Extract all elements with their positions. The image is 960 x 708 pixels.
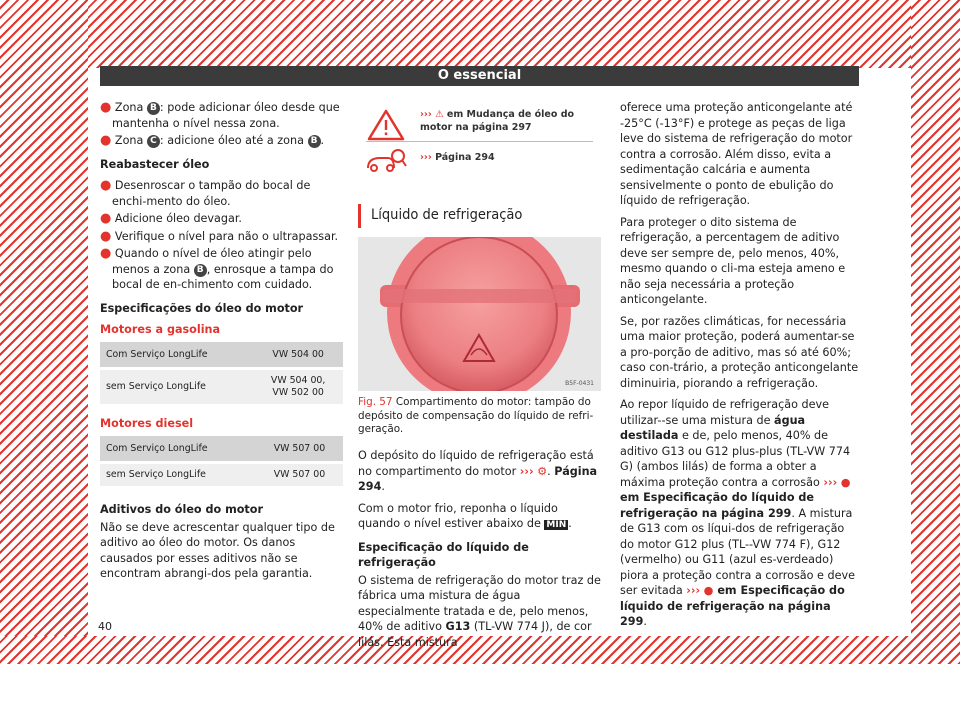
page-border-right	[911, 0, 960, 664]
diesel-heading: Motores diesel	[100, 417, 194, 430]
table-cell: VW 507 00	[256, 463, 343, 487]
page-border-top	[0, 0, 960, 68]
additives-heading: Aditivos do óleo do motor	[100, 503, 263, 516]
car-service-icon	[364, 146, 408, 176]
table-header-cell: VW 507 00	[256, 436, 343, 463]
alert-icon: ●	[840, 475, 851, 489]
table-cell: sem Serviço LongLife	[100, 369, 253, 405]
refill-step: ● Verifique o nível para não o ultrapassar.	[100, 228, 339, 244]
section-title: Líquido de refrigeração	[358, 204, 614, 228]
car-service-icon: ⚙	[537, 464, 548, 478]
table-header-row	[100, 436, 343, 463]
figure-code: B5F-0431	[565, 380, 594, 387]
zone-b-badge: B	[194, 264, 207, 277]
warning-triangle-icon	[366, 108, 406, 142]
figure-label: Fig. 57	[358, 396, 393, 408]
coolant-cap-illustration	[358, 237, 601, 391]
small-warning-icon: ⚠	[435, 109, 444, 120]
cross-reference[interactable]: em Especificação do líquido de refrigeração na página 299	[620, 584, 845, 628]
zone-c-badge: C	[147, 135, 160, 148]
paragraph: Se, por razões climáticas, for necessária uma maior proteção, poderá aumentar-se a pro-porção de aditivo, mas só até 60%; caso con-trário, a proteção anticongelante diminuiria, piorando a refrigeração.	[620, 314, 859, 390]
warning-box	[358, 100, 601, 182]
coolant-cap-figure	[358, 237, 601, 391]
paragraph: Para proteger o dito sistema de refrigeração, a percentagem de aditivo deve ser sempre de, pelo menos, 40%, mesmo quando o cli-ma esteja ameno e não seja necessária a proteção anticongelante.	[620, 215, 846, 306]
paragraph: Ao repor líquido de refrigeração deve utilizar--se uma mistura de água destilada e de, pelo menos, 40% de aditivo G13 ou G12 plus-plus (TL-VW 774 G) (ambos lilás) de forma a obter a máxima proteção contra a corrosão ››› ● em Especificação do líquido de refrigeração na página 299. A mistura de G13 com os líqui-dos de refrigeração do motor G12 plus (TL--VW 774 F), G12 (vermelho) ou G11 (azul es-verdeado) piora a proteção contra a corrosão e deve ser evitada ››› ● em Especificação do líquido de refrigeração na página 299.	[620, 398, 855, 628]
paragraph: oferece uma proteção anticongelante até -25°C (-13°F) e protege as peças de liga leve do sistema de refrigeração do motor contra a corrosão. Além disso, evita a sedimentação calcária e aumenta sensivelmente o ponto de ebulição do líquido de refrigeração.	[620, 101, 853, 207]
diesel-spec-table	[100, 436, 343, 487]
coolant-spec-heading: Especificação do líquido de refrigeração	[358, 540, 529, 569]
table-header-cell: VW 504 00	[253, 342, 343, 369]
page-reference[interactable]: ››› Página 294	[420, 152, 495, 163]
column-right	[620, 100, 860, 636]
column-middle-body	[358, 448, 603, 656]
spec-heading: Especificações do óleo do motor	[100, 301, 304, 315]
column-left	[100, 100, 343, 588]
zone-b-badge: B	[308, 135, 321, 148]
petrol-spec-table	[100, 342, 343, 405]
chapter-header: O essencial	[100, 66, 859, 86]
refill-step: ● Desenroscar o tampão do bocal de enchi-mento do óleo.	[100, 178, 311, 208]
table-header-cell: Com Serviço LongLife	[100, 342, 253, 369]
figure-caption: Fig. 57 Compartimento do motor: tampão do depósito de compensação do líquido de refri-geração.	[358, 396, 594, 435]
table-header-cell: Com Serviço LongLife	[100, 436, 256, 463]
table-cell: sem Serviço LongLife	[100, 463, 256, 487]
refill-heading: Reabastecer óleo	[100, 157, 210, 171]
table-row	[100, 463, 343, 487]
coolant-min-text: Com o motor frio, reponha o líquido quando o nível estiver abaixo de MIN .	[358, 501, 572, 530]
footer-band	[0, 664, 960, 708]
min-label: MIN	[546, 520, 567, 530]
page-border-left	[0, 0, 88, 664]
zone-b-badge: B	[147, 102, 160, 115]
refill-step: ● Adicione óleo devagar.	[100, 211, 242, 226]
warning-divider	[366, 141, 593, 142]
coolant-spec-text: O sistema de refrigeração do motor traz de fábrica uma mistura de água especialmente tratada e de, pelo menos, 40% de aditivo G13 (TL-VW 774 J), de cor lilás. Esta mistura	[358, 573, 601, 649]
table-header-row	[100, 342, 343, 369]
bullet-zone-b: ● Zona B : pode adicionar óleo desde que mantenha o nível nessa zona.	[100, 100, 340, 130]
table-cell: VW 504 00, VW 502 00	[253, 369, 343, 405]
coolant-location-text: O depósito do líquido de refrigeração está no compartimento do motor ››› ⚙. Página 294.	[358, 449, 598, 493]
additives-text: Não se deve acrescentar qualquer tipo de aditivo ao óleo do motor. Os danos causados por esses aditivos não se encontram abrangi-dos pela garantia.	[100, 520, 335, 580]
cross-reference[interactable]: em Especificação do líquido de refrigeração na página 299	[620, 491, 814, 520]
alert-icon: ●	[703, 584, 714, 597]
page-number: 40	[98, 620, 112, 633]
petrol-heading: Motores a gasolina	[100, 323, 221, 336]
table-row	[100, 369, 343, 405]
bullet-zone-c: ● Zona C : adicione óleo até a zona B .	[100, 133, 325, 148]
warning-reference[interactable]: ››› ⚠ em Mudança de óleo do motor na página 297	[420, 109, 575, 133]
refill-step-last: ● Quando o nível de óleo atingir pelo menos a zona B , enrosque a tampa do bocal de en-chimento com cuidado.	[100, 246, 334, 291]
